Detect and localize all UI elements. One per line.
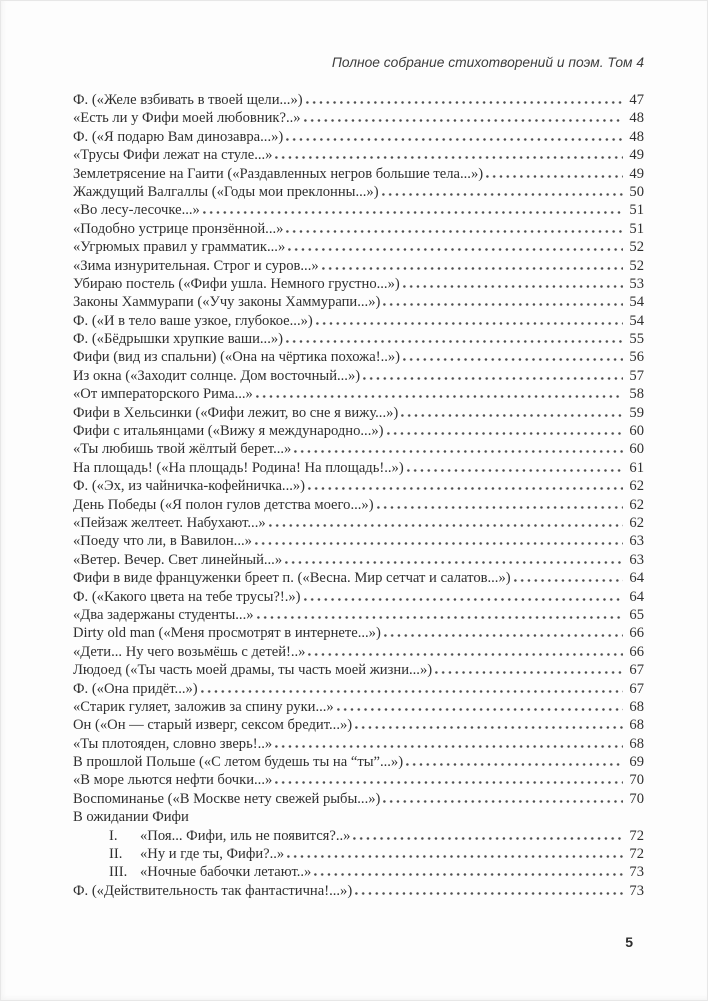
toc-entry-page: 72: [629, 827, 644, 844]
dot-leader: [286, 230, 623, 233]
dot-leader: [275, 156, 623, 159]
dot-leader: [383, 303, 623, 306]
toc-entry: [73, 771, 644, 789]
toc-entry-page: 54: [629, 294, 644, 311]
page-number: 5: [625, 934, 633, 950]
dot-leader: [257, 616, 623, 619]
dot-leader: [382, 193, 623, 196]
toc-entry-title: Ф. («Эх, из чайничка-кофейничка...»): [73, 478, 306, 495]
toc-entry-title: «Поя... Фифи, иль не появится?..»: [140, 827, 351, 844]
toc-entry-page: 67: [629, 680, 644, 697]
dot-leader: [316, 322, 623, 325]
toc-entry-page: 47: [629, 92, 644, 108]
toc-entry-page: 60: [629, 441, 644, 458]
dot-leader: [486, 175, 623, 178]
dot-leader: [435, 671, 623, 674]
toc-entry-page: 65: [629, 606, 644, 623]
dot-leader: [363, 377, 623, 380]
dot-leader: [337, 708, 623, 711]
toc-entry: [73, 422, 644, 440]
toc-entry-page: 64: [629, 570, 644, 587]
dot-leader: [403, 285, 623, 288]
dot-leader: [286, 340, 623, 343]
dot-leader: [383, 800, 623, 803]
toc-entry-title: «Поеду что ли, в Вавилон...»: [73, 533, 252, 550]
toc-entry-page: 66: [629, 625, 644, 642]
dot-leader: [514, 579, 623, 582]
toc-entry: [73, 569, 644, 587]
toc-entry-title: Он («Он — старый изверг, сексом бредит...»): [73, 717, 353, 734]
dot-leader: [355, 726, 623, 729]
dot-leader: [406, 763, 623, 766]
dot-leader: [201, 690, 623, 693]
dot-leader: [314, 873, 623, 876]
dot-leader: [288, 248, 623, 251]
toc-entry-title: Людоед («Ты часть моей драмы, ты часть моей жизни...»): [73, 662, 433, 679]
toc-entry-page: 67: [629, 662, 644, 679]
toc-entry-page: 70: [629, 772, 644, 789]
toc-entry: [73, 790, 644, 808]
toc-entry-title: Ф. («Бёдрышки хрупкие ваши...»): [73, 331, 284, 348]
toc-entry: [73, 588, 644, 606]
toc-entry: [73, 330, 644, 348]
toc-entry-title: Ф. («И в тело ваше узкое, глубокое...»): [73, 312, 313, 329]
toc-entry: [73, 183, 644, 201]
toc-entry-title: «Зима изнурительная. Строг и суров...»: [73, 257, 319, 274]
toc-entry-title: «Подобно устрице пронзённой...»: [73, 220, 284, 237]
toc-entry-page: 55: [629, 331, 644, 348]
toc-entry: [73, 146, 644, 164]
toc-entry-page: 50: [629, 183, 644, 200]
toc-entry-page: 63: [629, 533, 644, 550]
toc-entry: [73, 532, 644, 550]
toc-entry-title: В прошлой Польше («С летом будешь ты на “ты”...»): [73, 754, 404, 771]
toc-entry: [73, 91, 644, 109]
toc-entry-title: «От императорского Рима...»: [73, 386, 253, 403]
table-of-contents: [73, 91, 644, 900]
dot-leader: [377, 506, 623, 509]
toc-entry-title: «Ну и где ты, Фифи?..»: [140, 846, 285, 863]
toc-entry-title: День Победы («Я полон гулов детства моего...»): [73, 496, 374, 513]
toc-entry-title: Фифи с итальянцами («Вижу я международно...»): [73, 423, 384, 440]
toc-entry-page: 53: [629, 275, 644, 292]
dot-leader: [401, 414, 623, 417]
toc-entry-title: В ожидании Фифи: [73, 809, 189, 826]
dot-leader: [353, 837, 623, 840]
toc-entry: [73, 201, 644, 219]
toc-entry-page: 48: [629, 110, 644, 127]
toc-entry-title: «Ночные бабочки летают..»: [140, 864, 312, 881]
dot-leader: [255, 542, 623, 545]
toc-entry-title: «Дети... Ну чего возьмёшь с детей!..»: [73, 643, 306, 660]
toc-entry: [73, 606, 644, 624]
toc-entry: [73, 735, 644, 753]
toc-entry: [73, 716, 644, 734]
toc-entry-title: Воспоминанье («В Москве нету свежей рыбы...»): [73, 790, 381, 807]
toc-entry-title: Ф. («Действительность так фантастична!...»): [73, 882, 353, 899]
toc-entry: [73, 257, 644, 275]
toc-entry-title: «Два задержаны студенты...»: [73, 606, 254, 623]
running-header: Полное собрание стихотворений и поэм. Том 4: [331, 55, 644, 70]
toc-entry-page: 58: [629, 386, 644, 403]
toc-entry-title: Фифи в виде француженки бреет п. («Весна. Мир сетчат и салатов...»): [73, 570, 511, 587]
dot-leader: [256, 395, 623, 398]
toc-entry: [73, 661, 644, 679]
toc-entry-title: «Пейзаж желтеет. Набухают...»: [73, 514, 266, 531]
toc-entry-page: 64: [629, 588, 644, 605]
toc-entry: [73, 624, 644, 642]
toc-entry-title: «Есть ли у Фифи моей любовник?..»: [73, 110, 301, 127]
toc-entry-title: «В море льются нефти бочки...»: [73, 772, 273, 789]
toc-entry-title: «Ты любишь твой жёлтый берет...»: [73, 441, 292, 458]
toc-entry-page: 54: [629, 312, 644, 329]
toc-entry-title: Из окна («Заходит солнце. Дом восточный...»): [73, 367, 361, 384]
toc-entry-title: «Во лесу-лесочке...»: [73, 202, 200, 219]
toc-entry-page: 51: [629, 220, 644, 237]
toc-entry: [73, 477, 644, 495]
toc-entry-title: Dirty old man («Меня просмотрят в интернете...»): [73, 625, 381, 642]
dot-leader: [275, 745, 623, 748]
toc-entry: [73, 551, 644, 569]
toc-entry-title: «Ты плотояден, словно зверь!..»: [73, 735, 273, 752]
toc-entry: [73, 367, 644, 385]
dot-leader: [304, 119, 623, 122]
toc-entry-numeral: II.: [109, 846, 123, 863]
toc-entry: [73, 238, 644, 256]
toc-entry-title: Ф. («Я подарю Вам динозавра...»): [73, 128, 284, 145]
toc-entry: [73, 109, 644, 127]
dot-leader: [308, 653, 623, 656]
toc-entry-page: 61: [629, 459, 644, 476]
dot-leader: [306, 101, 623, 104]
toc-entry-page: 62: [629, 514, 644, 531]
toc-entry-page: 62: [629, 478, 644, 495]
toc-entry-title: Убираю постель («Фифи ушла. Немного грустно...»): [73, 275, 400, 292]
toc-entry: [73, 348, 644, 366]
toc-entry-page: 49: [629, 165, 644, 182]
toc-entry: [73, 459, 644, 477]
toc-entry-page: 57: [629, 367, 644, 384]
toc-entry-page: 63: [629, 551, 644, 568]
toc-entry: [73, 643, 644, 661]
toc-entry: [73, 385, 644, 403]
toc-entry-numeral: III.: [109, 864, 128, 881]
dot-leader: [287, 855, 623, 858]
toc-entry-page: 56: [629, 349, 644, 366]
toc-entry: [73, 845, 644, 863]
toc-entry-page: 68: [629, 698, 644, 715]
dot-leader: [269, 524, 623, 527]
toc-entry-title: Законы Хаммурапи («Учу законы Хаммурапи...»): [73, 294, 381, 311]
dot-leader: [294, 450, 623, 453]
toc-entry-title: «Трусы Фифи лежат на стуле...»: [73, 147, 273, 164]
toc-entry-page: 69: [629, 754, 644, 771]
toc-entry: [73, 404, 644, 422]
dot-leader: [286, 138, 623, 141]
toc-entry: [73, 882, 644, 900]
toc-entry: [73, 496, 644, 514]
toc-entry-page: 52: [629, 239, 644, 256]
toc-entry: [73, 128, 644, 146]
toc-entry: [73, 312, 644, 330]
toc-entry-title: На площадь! («На площадь! Родина! На площадь!..»): [73, 459, 404, 476]
toc-entry-title: Ф. («Какого цвета на тебе трусы?!.»): [73, 588, 301, 605]
toc-entry-page: 68: [629, 717, 644, 734]
dot-leader: [285, 561, 623, 564]
toc-entry-title: Ф. («Она придёт...»): [73, 680, 198, 697]
toc-entry-numeral: I.: [109, 827, 118, 844]
dot-leader: [407, 469, 623, 472]
toc-entry: [73, 698, 644, 716]
toc-entry: [73, 220, 644, 238]
dot-leader: [304, 598, 623, 601]
toc-entry: [73, 514, 644, 532]
dot-leader: [203, 211, 623, 214]
toc-entry-page: 66: [629, 643, 644, 660]
toc-entry-page: 52: [629, 257, 644, 274]
toc-entry-title: Фифи (вид из спальни) («Она на чёртика похожа!..»): [73, 349, 401, 366]
dot-leader: [403, 358, 623, 361]
toc-entry-page: 59: [629, 404, 644, 421]
dot-leader: [308, 487, 623, 490]
dot-leader: [355, 892, 623, 895]
toc-entry: [73, 827, 644, 845]
toc-entry-title: «Старик гуляет, заложив за спину руки...»: [73, 698, 334, 715]
toc-entry: [73, 753, 644, 771]
toc-entry-title: Фифи в Хельсинки («Фифи лежит, во сне я вижу...»): [73, 404, 399, 421]
toc-entry-title: «Угрюмых правил у грамматик...»: [73, 239, 286, 256]
toc-entry: [73, 863, 644, 881]
toc-entry-page: 62: [629, 496, 644, 513]
toc-section-heading: [73, 808, 644, 826]
toc-entry-title: Ф. («Желе взбивать в твоей щели...»): [73, 92, 303, 108]
toc-entry-page: 73: [629, 864, 644, 881]
toc-entry-page: 68: [629, 735, 644, 752]
dot-leader: [387, 432, 624, 435]
toc-entry-page: 72: [629, 846, 644, 863]
toc-entry-page: 51: [629, 202, 644, 219]
toc-entry-page: 48: [629, 128, 644, 145]
toc-entry: [73, 165, 644, 183]
toc-entry: [73, 275, 644, 293]
toc-entry-title: Землетрясение на Гаити («Раздавленных негров большие тела...»): [73, 165, 484, 182]
toc-entry: [73, 293, 644, 311]
toc-entry-page: 73: [629, 882, 644, 899]
toc-entry-page: 70: [629, 790, 644, 807]
toc-entry-title: Жаждущий Валгаллы («Годы мои преклонны...»): [73, 183, 379, 200]
toc-entry-page: 49: [629, 147, 644, 164]
dot-leader: [275, 781, 623, 784]
toc-entry: [73, 680, 644, 698]
toc-entry: [73, 440, 644, 458]
toc-entry-title: «Ветер. Вечер. Свет линейный...»: [73, 551, 283, 568]
dot-leader: [322, 267, 623, 270]
dot-leader: [384, 634, 623, 637]
toc-entry-page: 60: [629, 423, 644, 440]
